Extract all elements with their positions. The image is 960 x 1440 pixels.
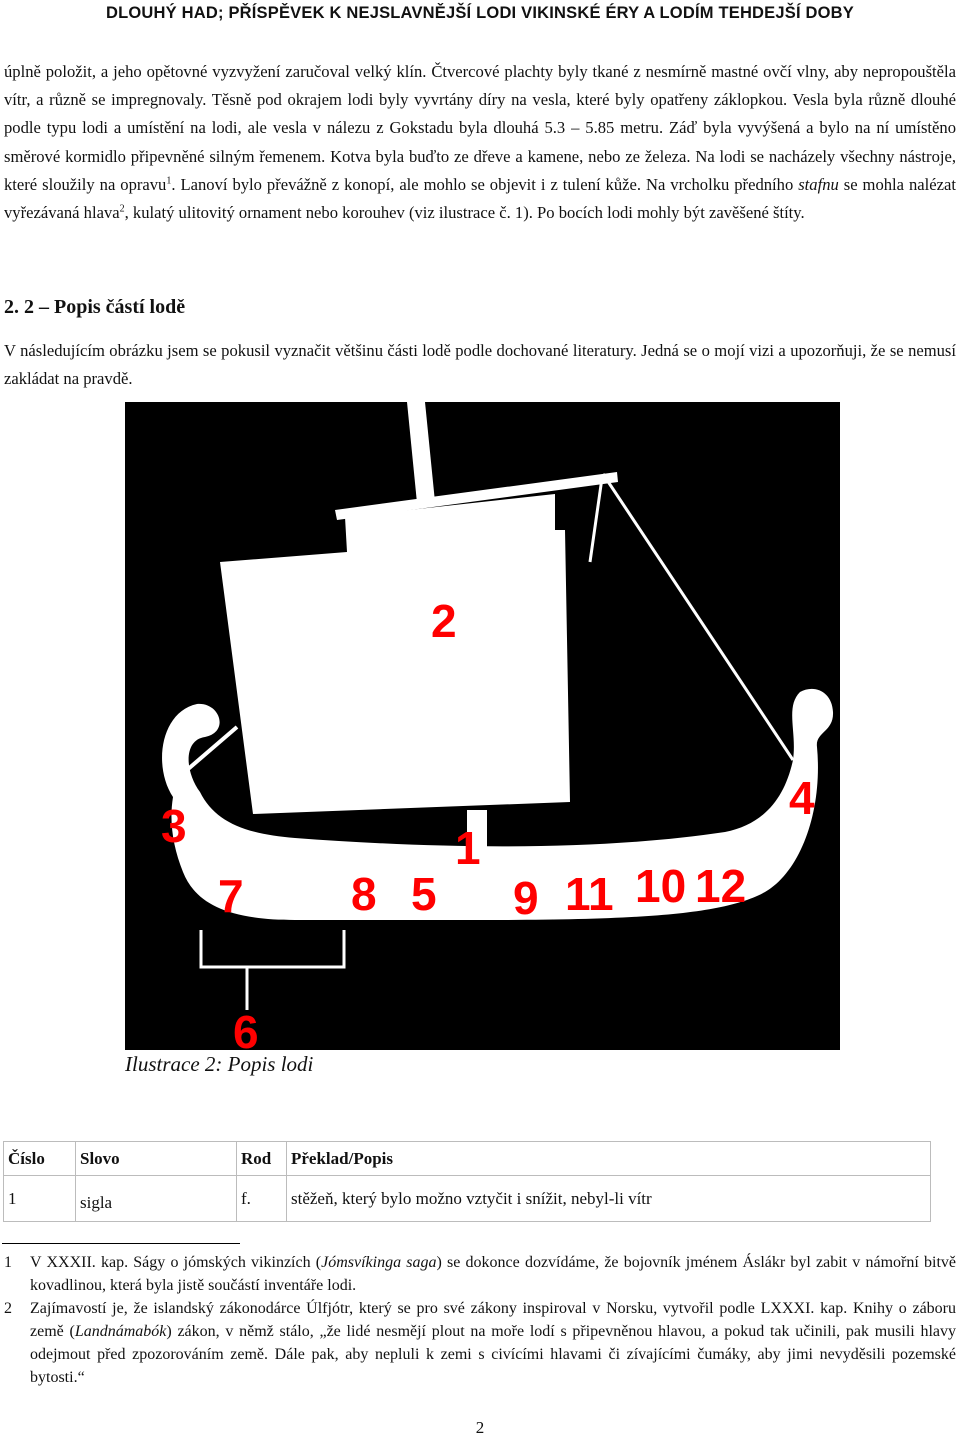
footnote-text-part: Zajímavostí je, že islandský zákonodárce Úlfjótr, který se pro své zákony inspiroval v Norsku, vytvořil podle LXXXI. kap. Knihy o záboru země ( — [30, 1300, 956, 1340]
figure-label-9: 9 — [513, 872, 539, 924]
col-header-slovo: Slovo — [76, 1142, 237, 1176]
footnote-text — [30, 1251, 956, 1297]
footnote-ref-2[interactable]: 2 — [119, 203, 125, 215]
figure-label-4: 4 — [789, 772, 815, 824]
cell-preklad: stěžeň, který bylo možno vztyčit i snížit, nebyl-li vítr — [287, 1176, 931, 1222]
page-number: 2 — [475, 1418, 485, 1437]
footnote-ref-1[interactable]: 1 — [166, 175, 172, 187]
footnote-text-part: V XXXII. kap. Ságy o jómských vikinzích ( — [30, 1254, 322, 1271]
intro-text-4: , kulatý ulitovitý ornament nebo korouhev (viz ilustrace č. 1). Po bocích lodi mohly být zavěšené štíty. — [124, 203, 805, 223]
figure-label-2: 2 — [431, 595, 457, 647]
table-row — [4, 1176, 931, 1222]
col-header-rod: Rod — [237, 1142, 287, 1176]
footnote-text — [30, 1297, 956, 1389]
footnote-text-part: ) se dokonce dozvídáme, že bojovník jménem Áslákr byl zabit v námořní bitvě kovadlinou, která byla jistě součástí inventáře lodi. — [30, 1254, 956, 1294]
footnote-emphasis: Jómsvíkinga saga — [321, 1254, 437, 1271]
figure-label-1: 1 — [455, 822, 481, 874]
vocabulary-table — [3, 1141, 931, 1222]
cell-slovo: sigla — [76, 1176, 237, 1222]
ship-diagram — [125, 402, 840, 1050]
col-header-preklad: Překlad/Popis — [287, 1142, 931, 1176]
figure-label-5: 5 — [411, 868, 437, 920]
footnote-number: 1 — [4, 1254, 12, 1271]
ship-figure — [125, 402, 840, 1050]
intro-text-1: úplně položit, a jeho opětovné vyzvyžení zaručoval velký klín. Čtvercové plachty byly tkané z nesmírně mastné ovčí vlny, aby nepropouštěla vítr, a různě se impregnovaly. Těsně pod okrajem lodi byly vyvrtány díry na vesla, které byly opatřeny záklopkou. Vesla byla různě dlouhé podle typu lodi a umístění na lodi, ale vesla v nálezu z Gokstadu byla dlouhá 5.3 – 5.85 metru. Záď byla vyvýšená a bylo na ní umístěno směrové kormidlo připevněné silným řemenem. Kotva byla buďto ze dřeve a kamene, nebo ze železa. Na lodi se nacházely všechny nástroje, které sloužily na opravu — [4, 62, 956, 194]
col-header-cislo: Číslo — [4, 1142, 76, 1176]
figure-label-10: 10 — [635, 860, 687, 912]
intro-text-3: se mohla nalézat vyřezávaná hlava — [4, 174, 956, 223]
running-header: DLOUHÝ HAD; PŘÍSPĚVEK K NEJSLAVNĚJŠÍ LODI VIKINSKÉ ÉRY A LODÍM TEHDEJŠÍ DOBY — [105, 4, 855, 22]
cell-cislo: 1 — [4, 1176, 76, 1222]
figure-label-6: 6 — [233, 1006, 259, 1050]
footnote-emphasis: Landnámabók — [74, 1323, 167, 1340]
figure-label-12: 12 — [695, 860, 747, 912]
footnote-number: 2 — [4, 1300, 12, 1317]
intro-emphasis: stafnu — [798, 174, 839, 194]
cell-rod: f. — [237, 1176, 287, 1222]
footnote-text-part: ) zákon, v němž stálo, „že lidé nesmějí plout na moře lodí s připevněnou hlavou, a pokud tak učinili, pak musili hlavy odejmout před zpozorováním země. Dále pak, aby nepluli k zemi s civícími hlavami či zívajícími čumáky, aby jimi nevyděsili pozemské bytosti.“ — [30, 1323, 957, 1386]
figure-caption: Ilustrace 2: Popis lodi — [125, 1052, 314, 1076]
figure-label-7: 7 — [218, 870, 244, 922]
figure-label-8: 8 — [351, 868, 377, 920]
footnote-2 — [4, 1297, 956, 1389]
table-header-row — [4, 1142, 931, 1176]
footnote-1 — [4, 1251, 956, 1297]
footnote-separator — [2, 1243, 240, 1244]
section-intro-paragraph: V následujícím obrázku jsem se pokusil vyznačit většinu části lodě podle dochované literatury. Jedná se o mojí vizi a upozorňuji, že se nemusí zakládat na pravdě. — [4, 341, 956, 389]
intro-text-2: . Lanoví bylo převážně z konopí, ale mohlo se objevit i z tulení kůže. Na vrcholku předního — [171, 174, 799, 194]
figure-label-11: 11 — [565, 868, 614, 920]
figure-label-3: 3 — [161, 800, 187, 852]
section-heading: 2. 2 – Popis částí lodě — [4, 296, 186, 318]
intro-paragraph — [4, 58, 956, 227]
